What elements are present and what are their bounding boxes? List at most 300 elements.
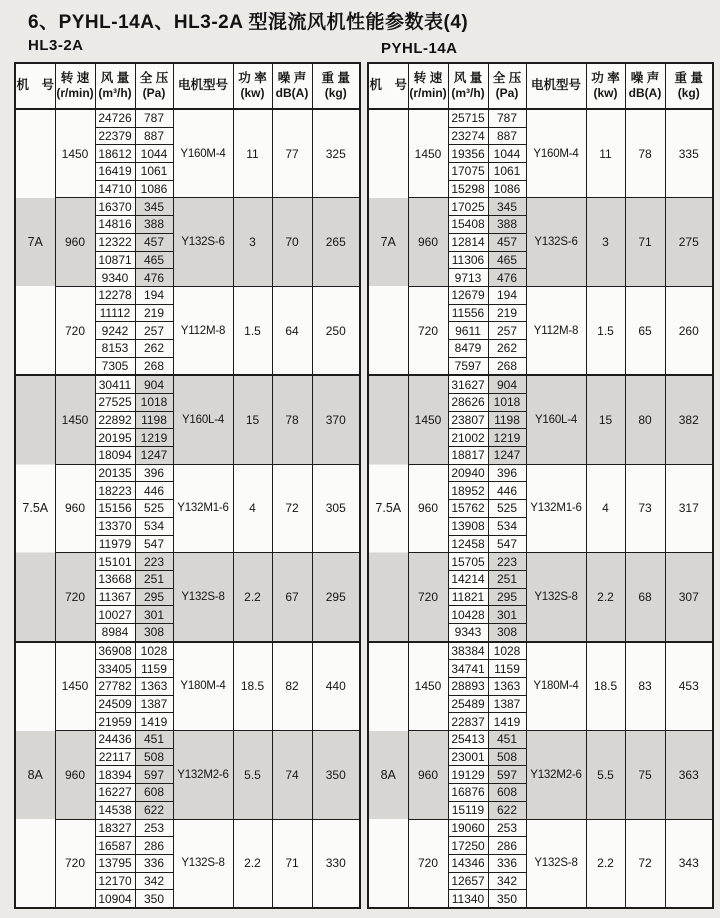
flow-cell: 10027 (95, 606, 135, 624)
flow-cell: 19129 (448, 766, 488, 784)
flow-cell: 23274 (448, 127, 488, 145)
flow-cell: 14816 (95, 216, 135, 234)
table-row (368, 553, 713, 571)
table-row (368, 286, 713, 304)
weight-cell: 305 (312, 464, 360, 552)
model-cell: 7A (15, 109, 55, 375)
table-row (15, 286, 360, 304)
motor-cell: Y132S-8 (526, 553, 586, 642)
col-header-line1: 噪 声 (277, 70, 307, 85)
table-body (15, 109, 360, 908)
flow-cell: 16876 (448, 784, 488, 802)
flow-cell: 13795 (95, 854, 135, 872)
pressure-cell: 295 (135, 588, 173, 606)
col-header-line2: (r/min) (409, 86, 447, 101)
col-header-line1: 风 量 (453, 70, 483, 85)
speed-cell: 1450 (55, 642, 95, 731)
flow-cell: 11306 (448, 251, 488, 269)
flow-cell: 12458 (448, 535, 488, 553)
pressure-cell: 446 (135, 482, 173, 500)
flow-cell: 11112 (95, 304, 135, 322)
pressure-cell: 1363 (135, 678, 173, 696)
pressure-cell: 1018 (488, 394, 526, 412)
col-header-line1: 全 压 (492, 70, 522, 85)
pressure-cell: 350 (135, 890, 173, 908)
flow-cell: 9343 (448, 623, 488, 641)
motor-cell: Y160M-4 (526, 109, 586, 198)
motor-cell: Y112M-8 (526, 286, 586, 375)
flow-cell: 24436 (95, 731, 135, 749)
table-label-hl3-2a: HL3-2A (28, 37, 84, 54)
flow-cell: 17250 (448, 837, 488, 855)
table-label-pyhl-14a: PYHL-14A (381, 40, 458, 57)
pressure-cell: 1044 (135, 145, 173, 163)
col-header-noise (625, 63, 665, 109)
table-body (368, 109, 713, 908)
table-row (15, 464, 360, 482)
motor-cell: Y132M1-6 (526, 464, 586, 552)
flow-cell: 18612 (95, 145, 135, 163)
flow-cell: 38384 (448, 642, 488, 660)
flow-cell: 13668 (95, 570, 135, 588)
pressure-cell: 1086 (488, 180, 526, 198)
weight-cell: 330 (312, 819, 360, 908)
table-header (368, 63, 713, 109)
noise-cell: 71 (625, 198, 665, 286)
speed-cell: 720 (408, 286, 448, 375)
flow-cell: 11340 (448, 890, 488, 908)
flow-cell: 34741 (448, 660, 488, 678)
flow-cell: 9340 (95, 269, 135, 287)
pressure-cell: 251 (488, 570, 526, 588)
pressure-cell: 1387 (135, 695, 173, 713)
pressure-cell: 608 (135, 784, 173, 802)
flow-cell: 20135 (95, 464, 135, 482)
page-title: 6、PYHL-14A、HL3-2A 型混流风机性能参数表(4) (28, 12, 469, 33)
power-cell: 4 (233, 464, 272, 552)
col-header-power (586, 63, 625, 109)
col-header-line1: 重 量 (674, 70, 703, 85)
pressure-cell: 345 (488, 198, 526, 216)
motor-cell: Y180M-4 (173, 642, 233, 731)
speed-cell: 960 (408, 731, 448, 819)
motor-cell: Y132S-6 (173, 198, 233, 286)
motor-cell: Y160L-4 (173, 375, 233, 464)
flow-cell: 18223 (95, 482, 135, 500)
flow-cell: 8479 (448, 339, 488, 357)
flow-cell: 25413 (448, 731, 488, 749)
flow-cell: 18817 (448, 447, 488, 465)
pressure-cell: 525 (135, 500, 173, 518)
power-cell: 18.5 (586, 642, 625, 731)
flow-cell: 25489 (448, 695, 488, 713)
pressure-cell: 251 (135, 570, 173, 588)
col-header-line2: (m³/h) (451, 86, 485, 101)
flow-cell: 20940 (448, 464, 488, 482)
motor-cell: Y160L-4 (526, 375, 586, 464)
col-header-line2: (kw) (240, 86, 265, 101)
noise-cell: 72 (625, 819, 665, 908)
speed-cell: 960 (55, 464, 95, 552)
col-header-model (368, 63, 408, 109)
pressure-cell: 904 (135, 375, 173, 393)
pressure-cell: 342 (488, 872, 526, 890)
power-cell: 15 (586, 375, 625, 464)
power-cell: 5.5 (586, 731, 625, 819)
pressure-cell: 904 (488, 375, 526, 393)
weight-cell: 453 (665, 642, 713, 731)
pressure-cell: 1247 (135, 447, 173, 465)
pressure-cell: 608 (488, 784, 526, 802)
flow-cell: 28893 (448, 678, 488, 696)
weight-cell: 317 (665, 464, 713, 552)
pressure-cell: 350 (488, 890, 526, 908)
flow-cell: 17025 (448, 198, 488, 216)
flow-cell: 22837 (448, 713, 488, 731)
flow-cell: 19060 (448, 819, 488, 837)
flow-cell: 27782 (95, 678, 135, 696)
table-row (15, 553, 360, 571)
pressure-cell: 1086 (135, 180, 173, 198)
pressure-cell: 547 (135, 535, 173, 553)
col-header-line1: 机 号 (369, 78, 407, 93)
flow-cell: 9611 (448, 322, 488, 340)
noise-cell: 64 (272, 286, 312, 375)
pressure-cell: 622 (488, 801, 526, 819)
power-cell: 15 (233, 375, 272, 464)
flow-cell: 12657 (448, 872, 488, 890)
flow-cell: 27525 (95, 394, 135, 412)
noise-cell: 75 (625, 731, 665, 819)
pressure-cell: 1044 (488, 145, 526, 163)
pressure-cell: 308 (135, 623, 173, 641)
col-header-power (233, 63, 272, 109)
weight-cell: 265 (312, 198, 360, 286)
motor-cell: Y160M-4 (173, 109, 233, 198)
weight-cell: 350 (312, 731, 360, 819)
power-cell: 2.2 (586, 819, 625, 908)
flow-cell: 22117 (95, 748, 135, 766)
weight-cell: 275 (665, 198, 713, 286)
motor-cell: Y180M-4 (526, 642, 586, 731)
noise-cell: 70 (272, 198, 312, 286)
flow-cell: 7597 (448, 357, 488, 375)
table-header (15, 63, 360, 109)
col-header-line2: dB(A) (275, 86, 309, 101)
pressure-cell: 476 (488, 269, 526, 287)
model-cell: 7.5A (368, 375, 408, 641)
flow-cell: 12278 (95, 286, 135, 304)
flow-cell: 14346 (448, 854, 488, 872)
table-row (15, 819, 360, 837)
motor-cell: Y112M-8 (173, 286, 233, 375)
pressure-cell: 257 (135, 322, 173, 340)
flow-cell: 15156 (95, 500, 135, 518)
pressure-cell: 465 (135, 251, 173, 269)
weight-cell: 343 (665, 819, 713, 908)
pressure-cell: 295 (488, 588, 526, 606)
pressure-cell: 622 (135, 801, 173, 819)
weight-cell: 250 (312, 286, 360, 375)
flow-cell: 15101 (95, 553, 135, 571)
fan-spec-table-hl3-2a (14, 62, 361, 909)
col-header-line1: 全 压 (139, 70, 169, 85)
col-header-line1: 噪 声 (630, 70, 660, 85)
pressure-cell: 194 (488, 286, 526, 304)
speed-cell: 960 (55, 198, 95, 286)
pressure-cell: 286 (135, 837, 173, 855)
col-header-line2: (kg) (324, 86, 347, 101)
pressure-cell: 534 (135, 517, 173, 535)
noise-cell: 78 (272, 375, 312, 464)
pressure-cell: 268 (488, 357, 526, 375)
pressure-cell: 887 (488, 127, 526, 145)
col-header-noise (272, 63, 312, 109)
power-cell: 2.2 (586, 553, 625, 642)
flow-cell: 17075 (448, 163, 488, 181)
table-row (368, 109, 713, 127)
pressure-cell: 597 (488, 766, 526, 784)
flow-cell: 11556 (448, 304, 488, 322)
table-row (15, 731, 360, 749)
pressure-cell: 457 (135, 233, 173, 251)
flow-cell: 16227 (95, 784, 135, 802)
pressure-cell: 597 (135, 766, 173, 784)
col-header-line1: 电机型号 (177, 78, 228, 93)
col-header-line1: 电机型号 (530, 78, 581, 93)
flow-cell: 19356 (448, 145, 488, 163)
weight-cell: 295 (312, 553, 360, 642)
col-header-line1: 机 号 (16, 78, 54, 93)
flow-cell: 28626 (448, 394, 488, 412)
pressure-cell: 1061 (488, 163, 526, 181)
flow-cell: 11367 (95, 588, 135, 606)
speed-cell: 720 (55, 286, 95, 375)
power-cell: 11 (586, 109, 625, 198)
pressure-cell: 223 (488, 553, 526, 571)
pressure-cell: 268 (135, 357, 173, 375)
pressure-cell: 388 (135, 216, 173, 234)
flow-cell: 20195 (95, 429, 135, 447)
noise-cell: 72 (272, 464, 312, 552)
col-header-line2: (m³/h) (98, 86, 132, 101)
flow-cell: 16419 (95, 163, 135, 181)
flow-cell: 12170 (95, 872, 135, 890)
power-cell: 18.5 (233, 642, 272, 731)
col-header-speed (55, 63, 95, 109)
col-header-line2: (Pa) (495, 86, 519, 101)
flow-cell: 11821 (448, 588, 488, 606)
pressure-cell: 301 (135, 606, 173, 624)
pressure-cell: 451 (135, 731, 173, 749)
flow-cell: 22892 (95, 411, 135, 429)
col-header-line1: 重 量 (321, 70, 350, 85)
pressure-cell: 787 (135, 109, 173, 127)
weight-cell: 363 (665, 731, 713, 819)
power-cell: 1.5 (586, 286, 625, 375)
pressure-cell: 508 (488, 748, 526, 766)
pressure-cell: 262 (135, 339, 173, 357)
flow-cell: 18394 (95, 766, 135, 784)
pressure-cell: 446 (488, 482, 526, 500)
weight-cell: 440 (312, 642, 360, 731)
pressure-cell: 286 (488, 837, 526, 855)
flow-cell: 9242 (95, 322, 135, 340)
pressure-cell: 253 (135, 819, 173, 837)
table-row (368, 375, 713, 393)
table-row (368, 642, 713, 660)
model-cell: 7.5A (15, 375, 55, 641)
pressure-cell: 887 (135, 127, 173, 145)
model-cell: 8A (368, 642, 408, 908)
pressure-cell: 1159 (488, 660, 526, 678)
flow-cell: 23807 (448, 411, 488, 429)
flow-cell: 16370 (95, 198, 135, 216)
weight-cell: 382 (665, 375, 713, 464)
col-header-weight (312, 63, 360, 109)
table-row (15, 198, 360, 216)
weight-cell: 260 (665, 286, 713, 375)
pressure-cell: 1247 (488, 447, 526, 465)
pressure-cell: 508 (135, 748, 173, 766)
pressure-cell: 257 (488, 322, 526, 340)
pressure-cell: 1419 (488, 713, 526, 731)
flow-cell: 8984 (95, 623, 135, 641)
col-header-pressure (488, 63, 526, 109)
flow-cell: 23001 (448, 748, 488, 766)
header-row (15, 63, 360, 109)
speed-cell: 720 (55, 553, 95, 642)
noise-cell: 78 (625, 109, 665, 198)
pressure-cell: 388 (488, 216, 526, 234)
flow-cell: 10904 (95, 890, 135, 908)
weight-cell: 307 (665, 553, 713, 642)
flow-cell: 14214 (448, 570, 488, 588)
weight-cell: 370 (312, 375, 360, 464)
motor-cell: Y132S-8 (173, 819, 233, 908)
col-header-line2: (r/min) (56, 86, 94, 101)
noise-cell: 82 (272, 642, 312, 731)
flow-cell: 10428 (448, 606, 488, 624)
pressure-cell: 1159 (135, 660, 173, 678)
pressure-cell: 1028 (135, 642, 173, 660)
pressure-cell: 1419 (135, 713, 173, 731)
col-header-flow (95, 63, 135, 109)
speed-cell: 1450 (408, 642, 448, 731)
power-cell: 3 (586, 198, 625, 286)
noise-cell: 73 (625, 464, 665, 552)
pressure-cell: 1219 (135, 429, 173, 447)
power-cell: 3 (233, 198, 272, 286)
flow-cell: 7305 (95, 357, 135, 375)
col-header-line1: 转 速 (413, 70, 443, 85)
power-cell: 11 (233, 109, 272, 198)
noise-cell: 74 (272, 731, 312, 819)
flow-cell: 9713 (448, 269, 488, 287)
flow-cell: 18327 (95, 819, 135, 837)
noise-cell: 71 (272, 819, 312, 908)
flow-cell: 36908 (95, 642, 135, 660)
col-header-line1: 转 速 (60, 70, 90, 85)
pressure-cell: 342 (135, 872, 173, 890)
pressure-cell: 1028 (488, 642, 526, 660)
motor-cell: Y132M2-6 (526, 731, 586, 819)
pressure-cell: 336 (135, 854, 173, 872)
table-row (368, 819, 713, 837)
speed-cell: 1450 (55, 375, 95, 464)
pressure-cell: 1198 (135, 411, 173, 429)
flow-cell: 12679 (448, 286, 488, 304)
speed-cell: 960 (55, 731, 95, 819)
noise-cell: 65 (625, 286, 665, 375)
speed-cell: 720 (55, 819, 95, 908)
flow-cell: 8153 (95, 339, 135, 357)
col-header-line2: dB(A) (628, 86, 662, 101)
flow-cell: 14710 (95, 180, 135, 198)
pressure-cell: 219 (135, 304, 173, 322)
flow-cell: 18952 (448, 482, 488, 500)
pressure-cell: 787 (488, 109, 526, 127)
flow-cell: 33405 (95, 660, 135, 678)
flow-cell: 12322 (95, 233, 135, 251)
col-header-motor (173, 63, 233, 109)
power-cell: 1.5 (233, 286, 272, 375)
motor-cell: Y132M1-6 (173, 464, 233, 552)
table-row (368, 198, 713, 216)
pressure-cell: 223 (135, 553, 173, 571)
pressure-cell: 253 (488, 819, 526, 837)
pressure-cell: 1219 (488, 429, 526, 447)
motor-cell: Y132S-8 (173, 553, 233, 642)
speed-cell: 960 (408, 198, 448, 286)
speed-cell: 960 (408, 464, 448, 552)
speed-cell: 720 (408, 553, 448, 642)
pressure-cell: 336 (488, 854, 526, 872)
flow-cell: 15705 (448, 553, 488, 571)
pressure-cell: 525 (488, 500, 526, 518)
flow-cell: 14538 (95, 801, 135, 819)
speed-cell: 1450 (408, 109, 448, 198)
flow-cell: 18094 (95, 447, 135, 465)
flow-cell: 15119 (448, 801, 488, 819)
pressure-cell: 457 (488, 233, 526, 251)
header-row (368, 63, 713, 109)
col-header-line1: 风 量 (100, 70, 130, 85)
col-header-line1: 功 率 (591, 70, 620, 85)
flow-cell: 31627 (448, 375, 488, 393)
col-header-pressure (135, 63, 173, 109)
model-cell: 7A (368, 109, 408, 375)
pressure-cell: 396 (135, 464, 173, 482)
col-header-model (15, 63, 55, 109)
col-header-line2: (Pa) (142, 86, 166, 101)
flow-cell: 15762 (448, 500, 488, 518)
pressure-cell: 1387 (488, 695, 526, 713)
pressure-cell: 262 (488, 339, 526, 357)
flow-cell: 24726 (95, 109, 135, 127)
flow-cell: 11979 (95, 535, 135, 553)
flow-cell: 21959 (95, 713, 135, 731)
pressure-cell: 476 (135, 269, 173, 287)
table-row (15, 375, 360, 393)
power-cell: 5.5 (233, 731, 272, 819)
pressure-cell: 301 (488, 606, 526, 624)
power-cell: 4 (586, 464, 625, 552)
pressure-cell: 219 (488, 304, 526, 322)
flow-cell: 15298 (448, 180, 488, 198)
pressure-cell: 194 (135, 286, 173, 304)
flow-cell: 10871 (95, 251, 135, 269)
